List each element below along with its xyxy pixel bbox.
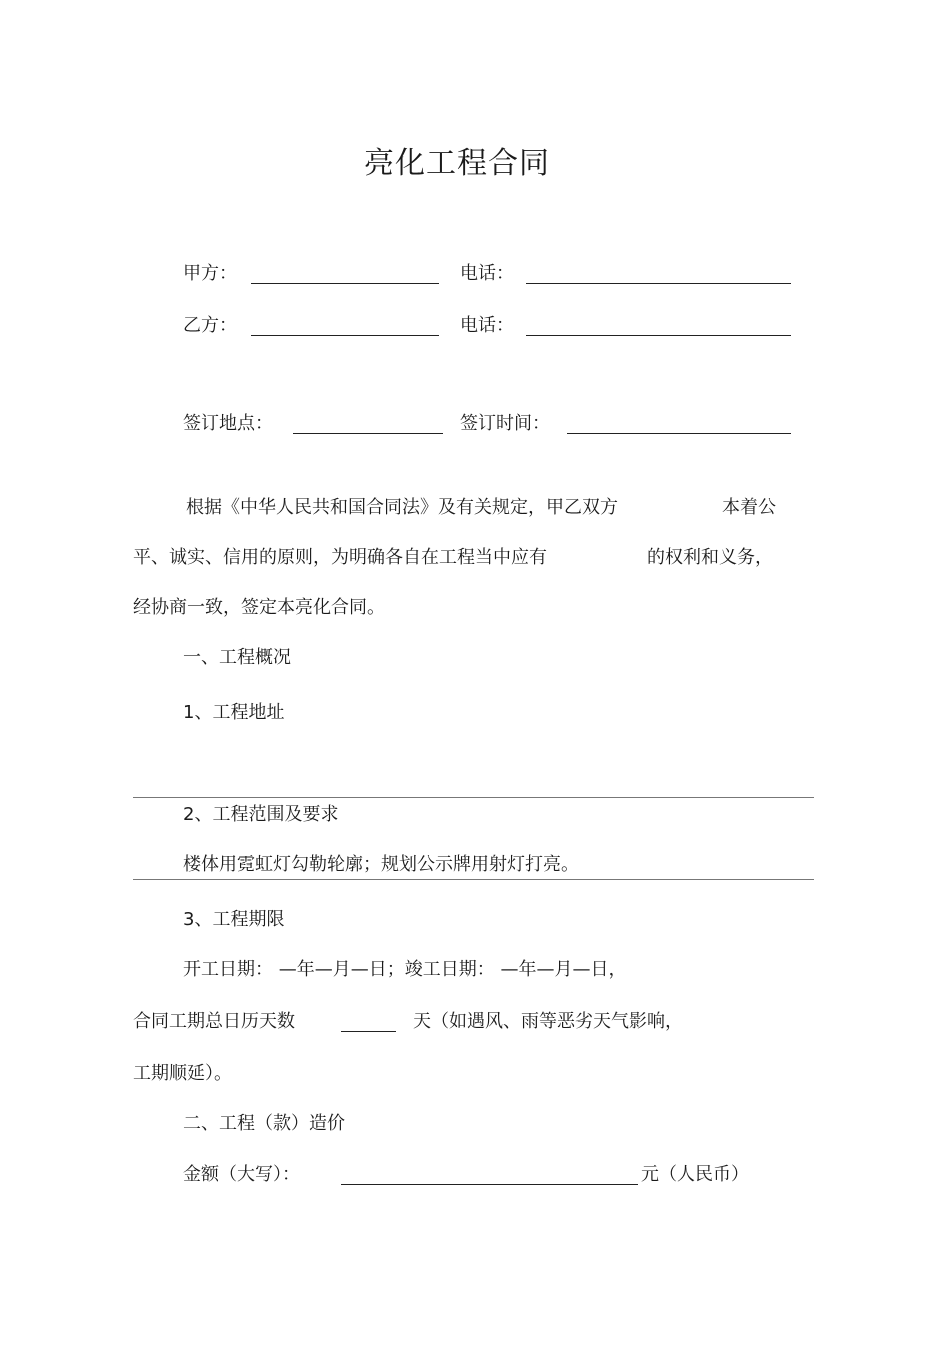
party-b-label: 乙方： [183,315,237,336]
intro-line-2a: 平、诚实、信用的原则，为明确各自在工程当中应有 [133,547,547,568]
amount-label: 金额（大写）： [183,1164,300,1185]
item-2-detail: 楼体用霓虹灯勾勒轮廓；规划公示牌用射灯打亮。 [183,854,579,875]
amount-unit: 元（人民币） [641,1164,749,1185]
amount-blank[interactable] [341,1184,638,1185]
sign-place-label: 签订地点： [183,413,273,434]
intro-line-3: 经协商一致，签定本亮化合同。 [133,597,385,618]
page-title: 亮化工程合同 [364,146,550,181]
dates-line: 开工日期： —年—月—日；竣工日期： —年—月—日， [183,959,627,980]
party-a-label: 甲方： [183,263,237,284]
intro-line-1a: 根据《中华人民共和国合同法》及有关规定，甲乙双方 [186,497,618,518]
divider-line [133,797,814,798]
duration-days-blank[interactable] [341,1031,396,1032]
phone-label-b: 电话： [460,315,514,336]
sign-place-blank[interactable] [293,433,443,434]
divider-line [133,879,814,880]
duration-prefix: 合同工期总日历天数 [133,1011,295,1032]
phone-b-blank[interactable] [526,335,791,336]
sign-time-blank[interactable] [567,433,791,434]
delay-line: 工期顺延）。 [133,1063,232,1084]
item-3-period: 3、工程期限 [183,909,285,930]
duration-suffix: 天（如遇风、雨等恶劣天气影响， [413,1011,683,1032]
sign-time-label: 签订时间： [460,413,550,434]
phone-label-a: 电话： [460,263,514,284]
item-2-scope: 2、工程范围及要求 [183,804,339,825]
party-b-blank[interactable] [251,335,439,336]
intro-line-1b: 本着公 [722,497,776,518]
item-1-address: 1、工程地址 [183,702,285,723]
section-1-heading: 一、工程概况 [183,647,291,668]
phone-a-blank[interactable] [526,283,791,284]
party-a-blank[interactable] [251,283,439,284]
section-2-heading: 二、工程（款）造价 [183,1113,345,1134]
intro-line-2b: 的权利和义务， [647,547,773,568]
